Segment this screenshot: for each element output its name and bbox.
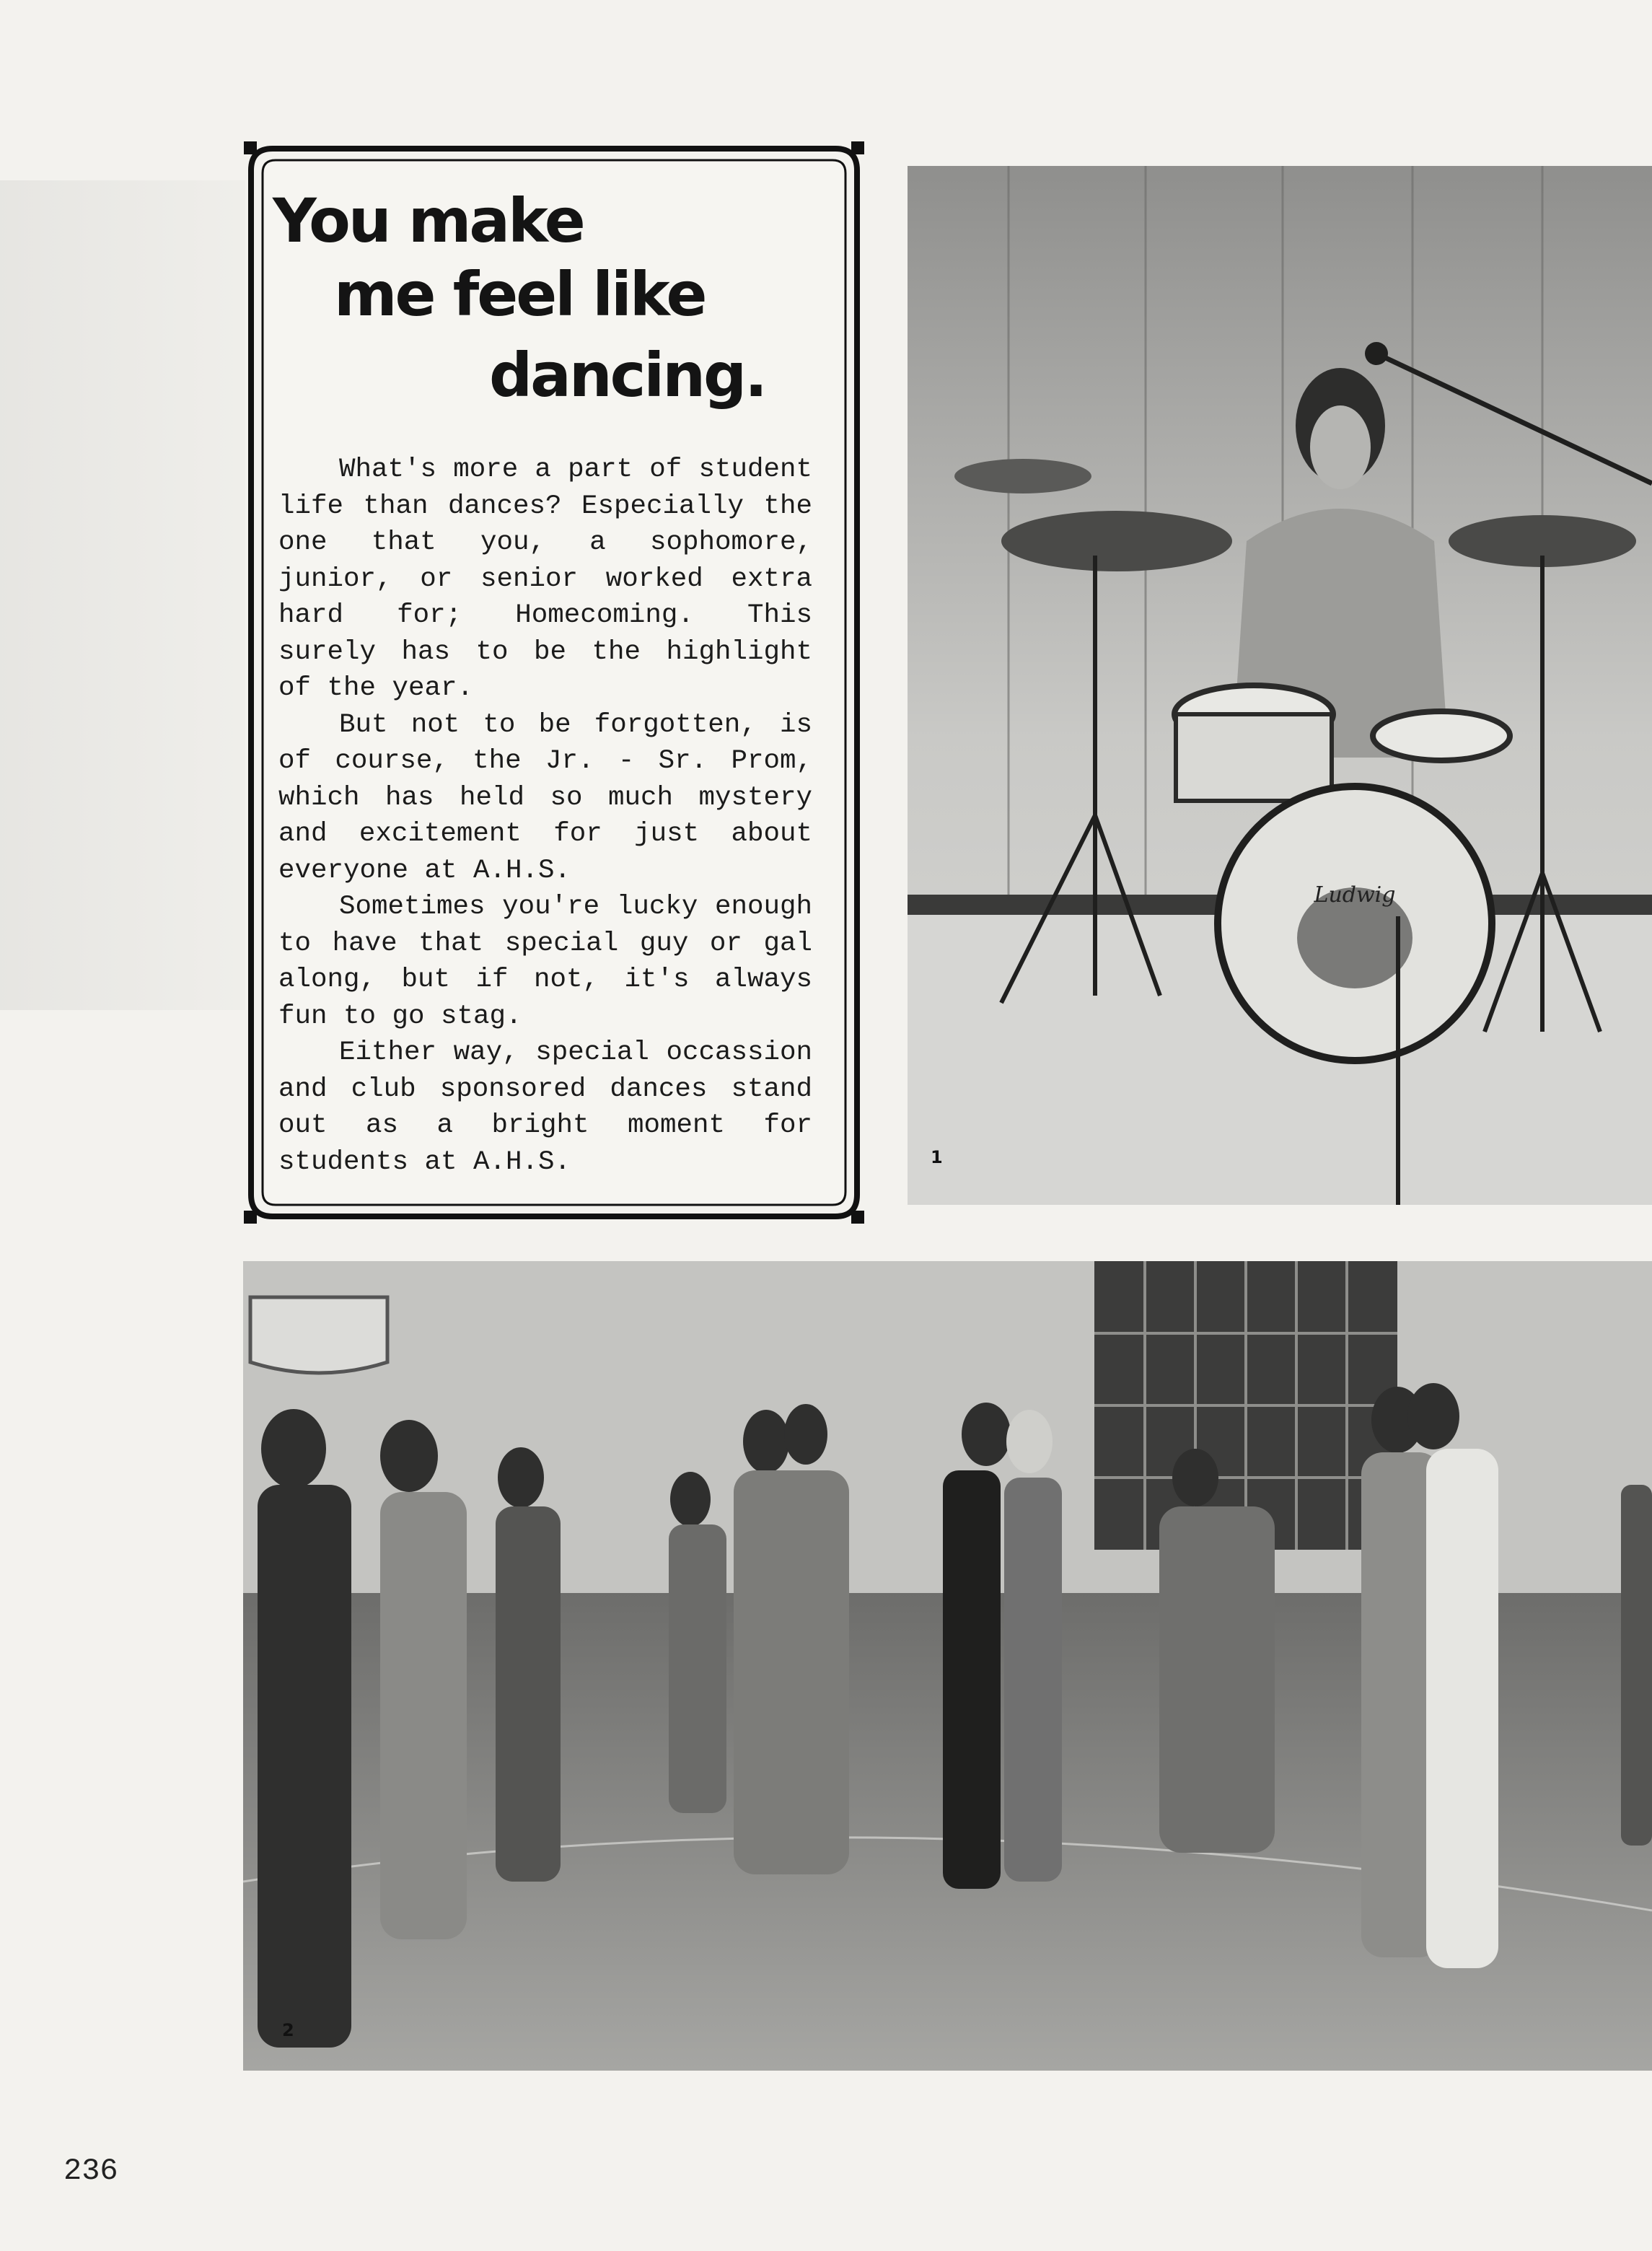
dancers-illustration [243, 1261, 1652, 2071]
paragraph-4: Either way, special occassion and club sponsored dances stand out as a bright moment for students at A.H.S. [278, 1037, 812, 1177]
drum-logo: Ludwig [1314, 882, 1396, 908]
paragraph-2: But not to be forgotten, is of course, the Jr. - Sr. Prom, which has held so much mystery and excitement for just about everyone at A.H.S. [278, 709, 812, 886]
headline-line-1: You make [273, 185, 584, 256]
article-body [278, 452, 812, 1180]
page-number: 236 [63, 2154, 118, 2188]
photo-drummer [908, 166, 1652, 1205]
headline-line-2: me feel like [334, 259, 706, 330]
photo-number-2: 2 [282, 2020, 294, 2040]
show-through-texture [0, 180, 245, 1010]
headline-line-3: dancing. [489, 340, 766, 411]
photo-number-1: 1 [931, 1147, 943, 1167]
photo-dancers [243, 1261, 1652, 2071]
drummer-illustration [908, 166, 1652, 1205]
paragraph-3: Sometimes you're lucky enough to have that special guy or gal along, but if not, it's always fun to go stag. [278, 892, 812, 1032]
article-frame [244, 141, 864, 1224]
paragraph-1: What's more a part of student life than dances? Especially the one that you, a sophomore, junior, or senior worked extra hard for; Homecoming. This surely has to be the highlight of the year. [278, 455, 812, 703]
